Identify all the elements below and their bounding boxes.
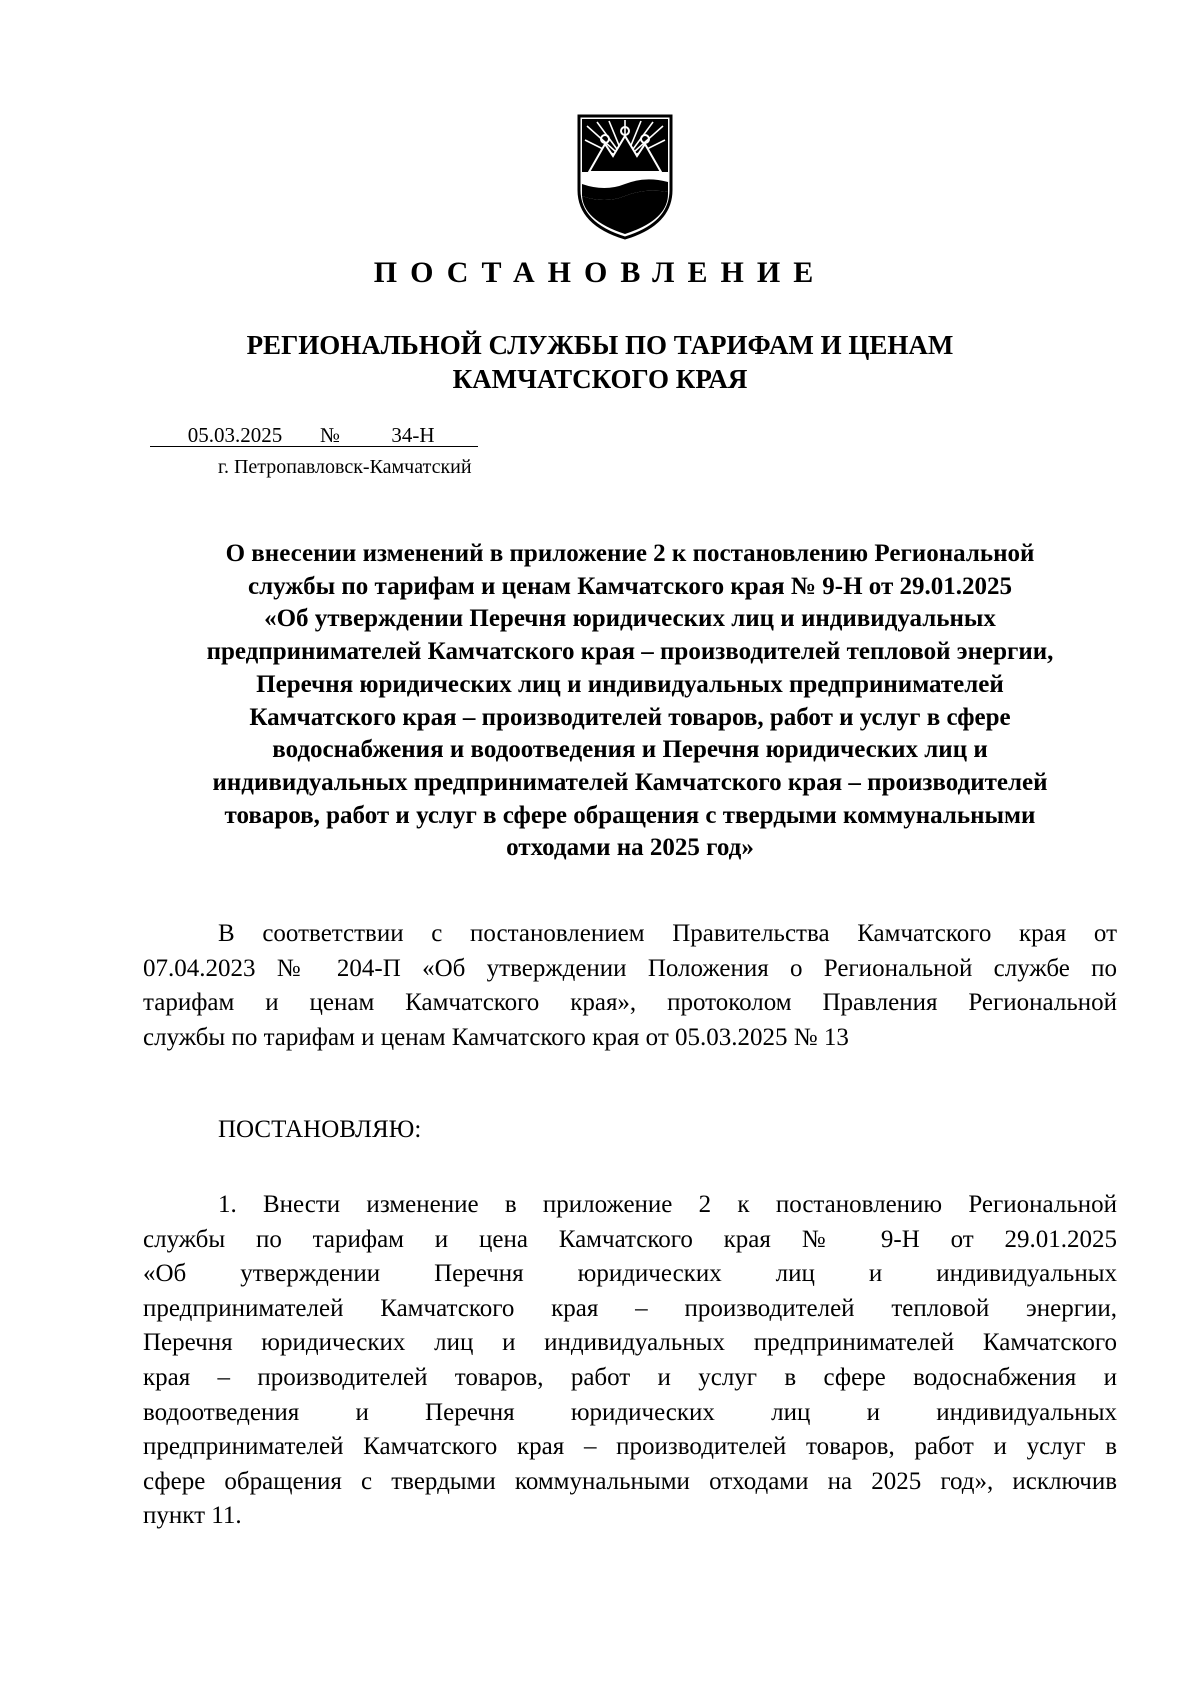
subject-line: водоснабжения и водоотведения и Перечня юридических лиц и bbox=[272, 736, 988, 764]
point-1-line: водоотведения и Перечня юридических лиц и индивидуальных bbox=[143, 1398, 1117, 1426]
preamble-line: службы по тарифам и ценам Камчатского края от 05.03.2025 № 13 bbox=[143, 1023, 849, 1051]
decree-word: ПОСТАНОВЛЯЮ: bbox=[218, 1116, 422, 1143]
preamble-line: В соответствии с постановлением Правительства Камчатского края от bbox=[218, 920, 1117, 947]
issuer-line: РЕГИОНАЛЬНОЙ СЛУЖБЫ ПО ТАРИФАМ И ЦЕНАМ bbox=[246, 330, 954, 360]
kamchatka-coat-of-arms-icon bbox=[575, 112, 675, 242]
issuer-name bbox=[150, 328, 1050, 396]
preamble-paragraph bbox=[143, 917, 1117, 1055]
point-1-line: предпринимателей Камчатского края – производителей тепловой энергии, bbox=[143, 1294, 1117, 1322]
subject-line: О внесении изменений в приложение 2 к постановлению Региональной bbox=[225, 540, 1035, 567]
point-1-paragraph bbox=[143, 1188, 1117, 1534]
subject-line: товаров, работ и услуг в сфере обращения с твердыми коммунальными bbox=[224, 801, 1036, 829]
document-city: г. Петропавловск-Камчатский bbox=[218, 456, 472, 478]
point-1-line: 1. Внести изменение в приложение 2 к постановлению Региональной bbox=[218, 1191, 1117, 1218]
issuer-line: КАМЧАТСКОГО КРАЯ bbox=[452, 364, 748, 394]
point-1-line: пункт 11. bbox=[143, 1502, 242, 1530]
document-type-title: ПОСТАНОВЛЕНИЕ bbox=[373, 256, 827, 289]
point-1-line: Перечня юридических лиц и индивидуальных предпринимателей Камчатского bbox=[143, 1329, 1117, 1357]
subject-line: отходами на 2025 год» bbox=[506, 834, 754, 862]
subject-line: Перечня юридических лиц и индивидуальных предпринимателей bbox=[256, 670, 1004, 698]
point-1-line: предпринимателей Камчатского края – производителей товаров, работ и услуг в bbox=[143, 1433, 1117, 1461]
document-number: 34-Н bbox=[348, 424, 478, 447]
subject-line: предпринимателей Камчатского края – производителей тепловой энергии, bbox=[206, 638, 1054, 666]
point-1-line: «Об утверждении Перечня юридических лиц и индивидуальных bbox=[143, 1260, 1117, 1288]
subject-line: «Об утверждении Перечня юридических лиц и индивидуальных bbox=[264, 605, 996, 633]
point-1-line: сфере обращения с твердыми коммунальными отходами на 2025 год», исключив bbox=[143, 1467, 1117, 1495]
subject-line: Камчатского края – производителей товаров, работ и услуг в сфере bbox=[249, 703, 1011, 731]
preamble-line: тарифам и ценам Камчатского края», протоколом Правления Региональной bbox=[143, 989, 1117, 1017]
document-date: 05.03.2025 bbox=[150, 424, 320, 447]
subject-line: службы по тарифам и ценам Камчатского края № 9-Н от 29.01.2025 bbox=[247, 572, 1012, 600]
number-sign: № bbox=[320, 424, 348, 447]
subject-line: индивидуальных предпринимателей Камчатского края – производителей bbox=[212, 768, 1048, 796]
document-subject bbox=[140, 538, 1120, 865]
point-1-line: службы по тарифам и цена Камчатского края № 9-Н от 29.01.2025 bbox=[143, 1225, 1117, 1253]
preamble-line: 07.04.2023 № 204-П «Об утверждении Положения о Региональной службе по bbox=[143, 954, 1117, 982]
point-1-line: края – производителей товаров, работ и услуг в сфере водоснабжения и bbox=[143, 1363, 1117, 1391]
registration-line bbox=[150, 421, 478, 449]
